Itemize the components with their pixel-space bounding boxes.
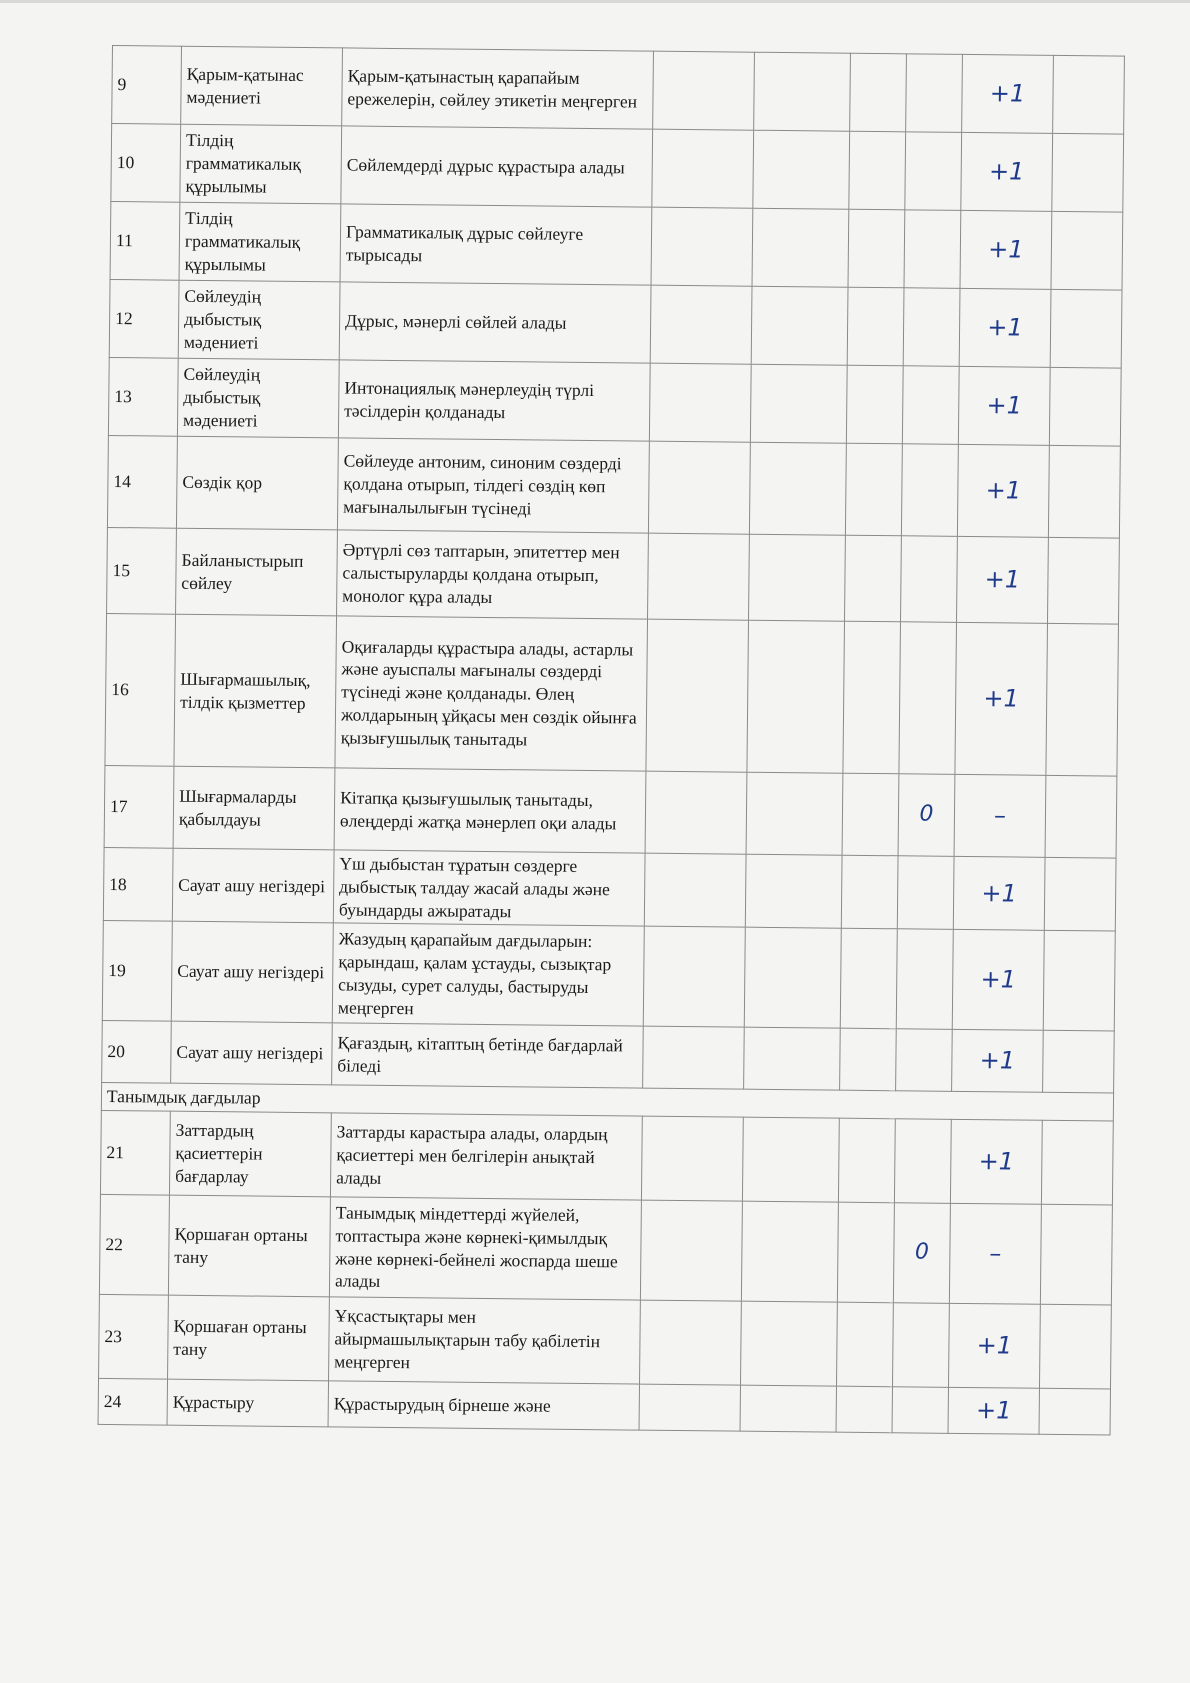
empty-cell	[1044, 857, 1116, 931]
zero-mark: 0	[893, 1203, 950, 1304]
empty-cell	[641, 1116, 743, 1201]
empty-cell	[643, 1026, 745, 1089]
score-mark: –	[949, 1203, 1041, 1304]
score-mark: +1	[957, 536, 1049, 623]
empty-cell	[651, 207, 753, 286]
empty-cell	[639, 1384, 740, 1431]
row-number: 22	[99, 1194, 169, 1295]
row-description: Грамматикалық дұрыс сөйлеуге тырысады	[340, 204, 652, 285]
empty-cell	[1039, 1304, 1111, 1389]
row-area: Құрастыру	[167, 1379, 328, 1427]
row-description: Сөйлеуде антоним, синоним сөздерді қолдана отырып, тілдегі сөздің көп мағыналылығын түсінеді	[337, 438, 649, 533]
empty-cell	[850, 53, 907, 132]
score-mark: +1	[961, 132, 1053, 211]
score-mark: +1	[957, 444, 1049, 537]
empty-cell	[644, 853, 746, 927]
table-row	[104, 765, 1117, 858]
table-row	[103, 847, 1116, 931]
row-area: Сауат ашу негіздері	[171, 921, 333, 1023]
row-number: 9	[112, 46, 182, 125]
empty-cell	[1053, 55, 1125, 134]
empty-cell	[840, 1028, 897, 1091]
empty-cell	[749, 534, 846, 621]
empty-cell	[1045, 775, 1117, 858]
score-mark: +1	[950, 1119, 1042, 1204]
row-area: Сөздік қор	[176, 436, 338, 530]
zero-mark	[899, 622, 957, 775]
empty-cell	[753, 130, 850, 209]
zero-mark	[906, 54, 963, 133]
row-area: Сауат ашу негіздері	[172, 848, 334, 923]
empty-cell	[741, 1201, 838, 1302]
empty-cell	[1043, 931, 1115, 1032]
empty-cell	[849, 131, 906, 210]
empty-cell	[754, 52, 851, 131]
row-description: Жазудың қарапайым дағдыларын: қарындаш, қалам ұстауды, сызықтар сызуды, сурет салуды, бастыруды меңгерген	[332, 923, 644, 1026]
row-area: Шығармашылық, тілдік қызметтер	[174, 614, 337, 768]
row-number: 21	[100, 1110, 170, 1195]
score-mark: +1	[953, 856, 1045, 930]
empty-cell	[751, 286, 848, 365]
row-description: Танымдық міндеттерді жүйелей, топтастыра және көрнекі-қимылдық және көрнекі-бейнелі жоспарда шеше алады	[329, 1197, 641, 1300]
empty-cell	[744, 927, 841, 1028]
row-description: Оқиғаларды құрастыра алады, астарлы және ауыспалы мағыналы сөздерді түсінеді және қолданады. Өлең жолдарының ұйқасы мен сөздік ойынға қызығушылық танытады	[335, 616, 648, 771]
row-description: Қарым-қатынастың қарапайым ережелерін, сөйлеу этикетін меңгерген	[342, 48, 654, 129]
row-area: Сауат ашу негіздері	[171, 1021, 333, 1085]
score-mark: +1	[962, 54, 1054, 133]
empty-cell	[845, 535, 902, 622]
row-description: Заттарды карастыра алады, олардың қасиеттері мен белгілерін анықтай алады	[330, 1113, 642, 1200]
empty-cell	[648, 533, 750, 620]
empty-cell	[742, 1117, 839, 1202]
row-number: 11	[110, 201, 180, 280]
score-mark: +1	[958, 366, 1050, 445]
zero-mark	[896, 1029, 953, 1092]
row-number: 10	[111, 124, 181, 203]
zero-mark	[901, 536, 958, 623]
score-mark: +1	[948, 1303, 1040, 1388]
empty-cell	[1043, 1031, 1115, 1094]
empty-cell	[1046, 623, 1119, 776]
score-mark: +1	[955, 622, 1048, 775]
empty-cell	[740, 1385, 836, 1432]
table-row	[100, 1110, 1113, 1205]
row-area: Сөйлеудің дыбыстық мәдениеті	[177, 358, 339, 438]
row-description: Құрастырудың бірнеше және	[328, 1381, 639, 1430]
empty-cell	[848, 209, 905, 288]
row-number: 17	[104, 765, 174, 848]
row-area: Заттардың қасиеттерін бағдарлау	[169, 1111, 331, 1197]
table-row	[112, 46, 1125, 135]
zero-mark	[894, 1119, 951, 1204]
row-description: Қағаздың, кітаптың бетінде бағдарлай біледі	[332, 1023, 644, 1088]
empty-cell	[649, 363, 751, 442]
empty-cell	[640, 1200, 742, 1301]
empty-cell	[845, 443, 902, 536]
score-mark: –	[954, 774, 1046, 857]
empty-cell	[749, 442, 846, 535]
empty-cell	[653, 51, 755, 130]
score-mark: +1	[948, 1387, 1039, 1434]
empty-cell	[643, 926, 745, 1027]
empty-cell	[846, 365, 903, 444]
row-area: Қоршаған ортаны тану	[168, 1295, 330, 1381]
table-row	[99, 1294, 1112, 1389]
empty-cell	[750, 364, 847, 443]
empty-cell	[840, 928, 897, 1029]
empty-cell	[836, 1386, 892, 1433]
empty-cell	[1047, 537, 1119, 624]
section-title: Танымдық дағдылар	[101, 1083, 1113, 1121]
empty-cell	[741, 1301, 838, 1386]
row-description: Интонациялық мәнерлеудің түрлі тәсілдерін қолданады	[338, 360, 650, 441]
empty-cell	[652, 129, 754, 208]
zero-mark	[896, 929, 953, 1030]
zero-mark	[904, 210, 961, 289]
empty-cell	[650, 285, 752, 364]
row-number: 19	[102, 921, 172, 1022]
table-row	[110, 201, 1123, 290]
empty-cell	[752, 208, 849, 287]
row-description: Дұрыс, мәнерлі сөйлей алады	[339, 282, 651, 363]
table-row	[98, 1378, 1110, 1435]
empty-cell	[1052, 133, 1124, 212]
score-mark: +1	[960, 210, 1052, 289]
empty-cell	[648, 441, 750, 534]
row-number: 13	[108, 357, 178, 436]
score-mark: +1	[959, 288, 1051, 367]
row-number: 12	[109, 279, 179, 358]
row-number: 20	[102, 1021, 172, 1084]
table-row	[109, 279, 1122, 368]
score-mark: +1	[952, 930, 1044, 1031]
table-row	[107, 527, 1120, 624]
empty-cell	[1039, 1388, 1110, 1435]
zero-mark	[897, 856, 954, 930]
table-row	[111, 124, 1124, 213]
empty-cell	[1048, 445, 1120, 538]
row-area: Тілдің грамматикалық құрылымы	[179, 202, 341, 282]
empty-cell	[645, 771, 747, 854]
row-description: Кітапқа қызығушылық танытады, өлеңдерді жатқа мәнерлеп оқи алады	[334, 768, 646, 853]
empty-cell	[745, 854, 842, 928]
empty-cell	[744, 1027, 841, 1090]
empty-cell	[746, 772, 843, 855]
row-number: 16	[105, 613, 176, 766]
assessment-table	[98, 45, 1125, 1436]
row-area: Тілдің грамматикалық құрылымы	[180, 124, 342, 204]
row-number: 24	[98, 1378, 167, 1425]
empty-cell	[843, 621, 901, 774]
row-number: 14	[107, 435, 177, 528]
table-row	[105, 613, 1119, 776]
zero-mark: 0	[898, 774, 955, 857]
row-area: Қарым-қатынас мәдениеті	[181, 46, 343, 126]
empty-cell	[747, 620, 845, 773]
empty-cell	[847, 287, 904, 366]
empty-cell	[838, 1118, 895, 1203]
row-description: Үш дыбыстан тұратын сөздерге дыбыстық талдау жасай алады және буындарды ажыратады	[333, 850, 645, 927]
empty-cell	[1050, 289, 1122, 368]
zero-mark	[902, 366, 959, 445]
empty-cell	[836, 1302, 893, 1387]
table-row	[102, 921, 1115, 1032]
row-number: 15	[107, 527, 177, 614]
row-number: 18	[103, 847, 173, 921]
row-area: Сөйлеудің дыбыстық мәдениеті	[178, 280, 340, 360]
table-row	[99, 1194, 1112, 1305]
row-description: Сөйлемдерді дұрыс құрастыра алады	[341, 126, 653, 207]
zero-mark	[901, 444, 958, 537]
empty-cell	[1051, 211, 1123, 290]
zero-mark	[905, 132, 962, 211]
empty-cell	[842, 773, 899, 856]
table-row	[107, 435, 1120, 538]
empty-cell	[841, 855, 898, 929]
empty-cell	[646, 619, 749, 772]
zero-mark	[892, 1387, 948, 1434]
row-area: Шығармаларды қабылдауы	[173, 766, 335, 850]
empty-cell	[640, 1300, 742, 1385]
row-area: Қоршаған ортаны тану	[168, 1195, 330, 1297]
assessment-table-body	[98, 46, 1124, 1436]
zero-mark	[892, 1303, 949, 1388]
row-description: Ұқсастықтары мен айырмашылықтарын табу қабілетін меңгерген	[329, 1297, 641, 1384]
table-row	[108, 357, 1121, 446]
empty-cell	[1049, 367, 1121, 446]
zero-mark	[903, 288, 960, 367]
row-area: Байланыстырып сөйлеу	[176, 528, 338, 616]
empty-cell	[1040, 1204, 1112, 1305]
table-row	[102, 1021, 1115, 1094]
row-number: 23	[99, 1294, 169, 1379]
empty-cell	[1041, 1120, 1113, 1205]
score-mark: +1	[952, 1030, 1044, 1093]
empty-cell	[837, 1202, 894, 1303]
row-description: Әртүрлі сөз таптарын, эпитеттер мен салыстыруларды қолдана отырып, монолог құра алады	[337, 530, 649, 619]
